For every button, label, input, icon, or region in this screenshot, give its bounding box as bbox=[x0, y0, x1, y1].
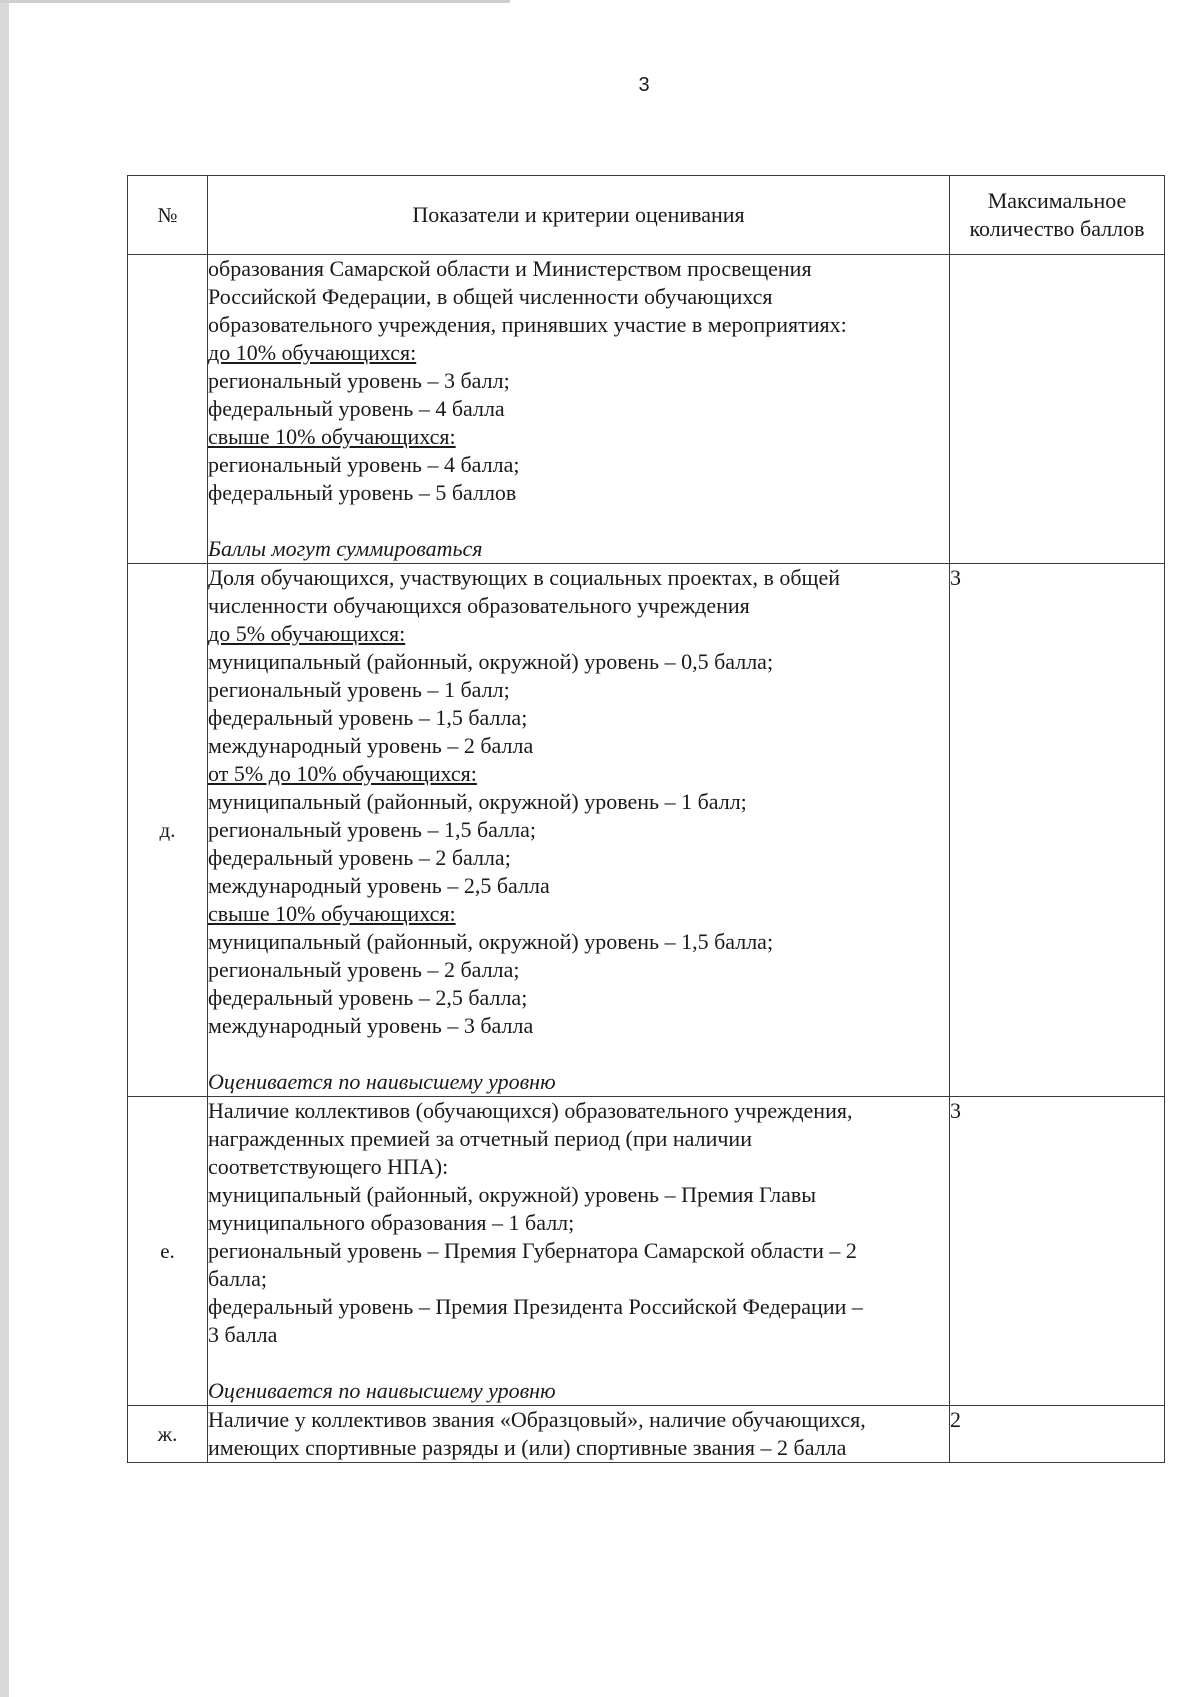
criteria-line: Российской Федерации, в общей численности обучающихся bbox=[208, 284, 773, 309]
header-criteria: Показатели и критерии оценивания bbox=[208, 176, 950, 255]
criteria-line: международный уровень – 2 балла bbox=[208, 733, 534, 758]
criteria-line: региональный уровень – 4 балла; bbox=[208, 452, 520, 477]
criteria-line: муниципальный (районный, окружной) уровень – 1 балл; bbox=[208, 789, 747, 814]
criteria-line: балла; bbox=[208, 1266, 267, 1291]
criteria-line: Наличие коллективов (обучающихся) образовательного учреждения, bbox=[208, 1098, 853, 1123]
page-number: 3 bbox=[638, 74, 650, 96]
criteria-line: федеральный уровень – 1,5 балла; bbox=[208, 705, 528, 730]
row-number bbox=[128, 255, 208, 564]
criteria-line: муниципального образования – 1 балл; bbox=[208, 1210, 575, 1235]
scan-edge-top bbox=[0, 0, 510, 3]
criteria-threshold: свыше 10% обучающихся: bbox=[208, 424, 456, 449]
row-max-score: 3 bbox=[950, 564, 1165, 1097]
header-max-score-line1: Максимальное bbox=[987, 188, 1127, 213]
criteria-note: Баллы могут суммироваться bbox=[208, 536, 483, 561]
criteria-line: международный уровень – 2,5 балла bbox=[208, 873, 550, 898]
criteria-threshold: до 10% обучающихся: bbox=[208, 340, 417, 365]
criteria-line: региональный уровень – 1,5 балла; bbox=[208, 817, 536, 842]
header-max-score bbox=[950, 176, 1165, 255]
criteria-line: имеющих спортивные разряды и (или) спортивные звания – 2 балла bbox=[208, 1435, 847, 1460]
table-row bbox=[128, 1097, 1165, 1406]
criteria-line: муниципальный (районный, окружной) уровень – 0,5 балла; bbox=[208, 649, 774, 674]
criteria-table bbox=[127, 175, 1165, 1463]
criteria-line: образования Самарской области и Министерством просвещения bbox=[208, 256, 812, 281]
criteria-line: Доля обучающихся, участвующих в социальных проектах, в общей bbox=[208, 565, 841, 590]
criteria-threshold: до 5% обучающихся: bbox=[208, 621, 406, 646]
criteria-line: международный уровень – 3 балла bbox=[208, 1013, 534, 1038]
row-criteria bbox=[208, 564, 950, 1097]
header-number: № bbox=[128, 176, 208, 255]
criteria-line: региональный уровень – 3 балл; bbox=[208, 368, 510, 393]
criteria-line: федеральный уровень – 2 балла; bbox=[208, 845, 511, 870]
criteria-threshold: свыше 10% обучающихся: bbox=[208, 901, 456, 926]
scan-edge-left bbox=[0, 0, 9, 1697]
criteria-line: региональный уровень – 2 балла; bbox=[208, 957, 520, 982]
row-criteria bbox=[208, 255, 950, 564]
criteria-note: Оценивается по наивысшему уровню bbox=[208, 1378, 556, 1403]
criteria-line: федеральный уровень – 2,5 балла; bbox=[208, 985, 528, 1010]
row-criteria bbox=[208, 1406, 950, 1463]
criteria-line: Наличие у коллективов звания «Образцовый», наличие обучающихся, bbox=[208, 1407, 866, 1432]
row-max-score bbox=[950, 255, 1165, 564]
criteria-line: муниципальный (районный, окружной) уровень – Премия Главы bbox=[208, 1182, 817, 1207]
criteria-line: награжденных премией за отчетный период (при наличии bbox=[208, 1126, 752, 1151]
criteria-line: федеральный уровень – 4 балла bbox=[208, 396, 505, 421]
criteria-line: 3 балла bbox=[208, 1322, 278, 1347]
row-number: е. bbox=[128, 1097, 208, 1406]
criteria-line: региональный уровень – Премия Губернатора Самарской области – 2 bbox=[208, 1238, 857, 1263]
criteria-line: соответствующего НПА): bbox=[208, 1154, 449, 1179]
criteria-note: Оценивается по наивысшему уровню bbox=[208, 1069, 556, 1094]
row-max-score: 2 bbox=[950, 1406, 1165, 1463]
row-criteria bbox=[208, 1097, 950, 1406]
row-max-score: 3 bbox=[950, 1097, 1165, 1406]
criteria-line: численности обучающихся образовательного учреждения bbox=[208, 593, 750, 618]
criteria-line: федеральный уровень – Премия Президента Российской Федерации – bbox=[208, 1294, 863, 1319]
table-row bbox=[128, 1406, 1165, 1463]
row-number: д. bbox=[128, 564, 208, 1097]
criteria-threshold: от 5% до 10% обучающихся: bbox=[208, 761, 477, 786]
header-max-score-line2: количество баллов bbox=[969, 216, 1145, 241]
table-header-row bbox=[128, 176, 1165, 255]
table-row bbox=[128, 255, 1165, 564]
criteria-line: федеральный уровень – 5 баллов bbox=[208, 480, 517, 505]
table-row bbox=[128, 564, 1165, 1097]
criteria-line: региональный уровень – 1 балл; bbox=[208, 677, 510, 702]
row-number: ж. bbox=[128, 1406, 208, 1463]
criteria-line: образовательного учреждения, принявших участие в мероприятиях: bbox=[208, 312, 847, 337]
criteria-line: муниципальный (районный, окружной) уровень – 1,5 балла; bbox=[208, 929, 774, 954]
